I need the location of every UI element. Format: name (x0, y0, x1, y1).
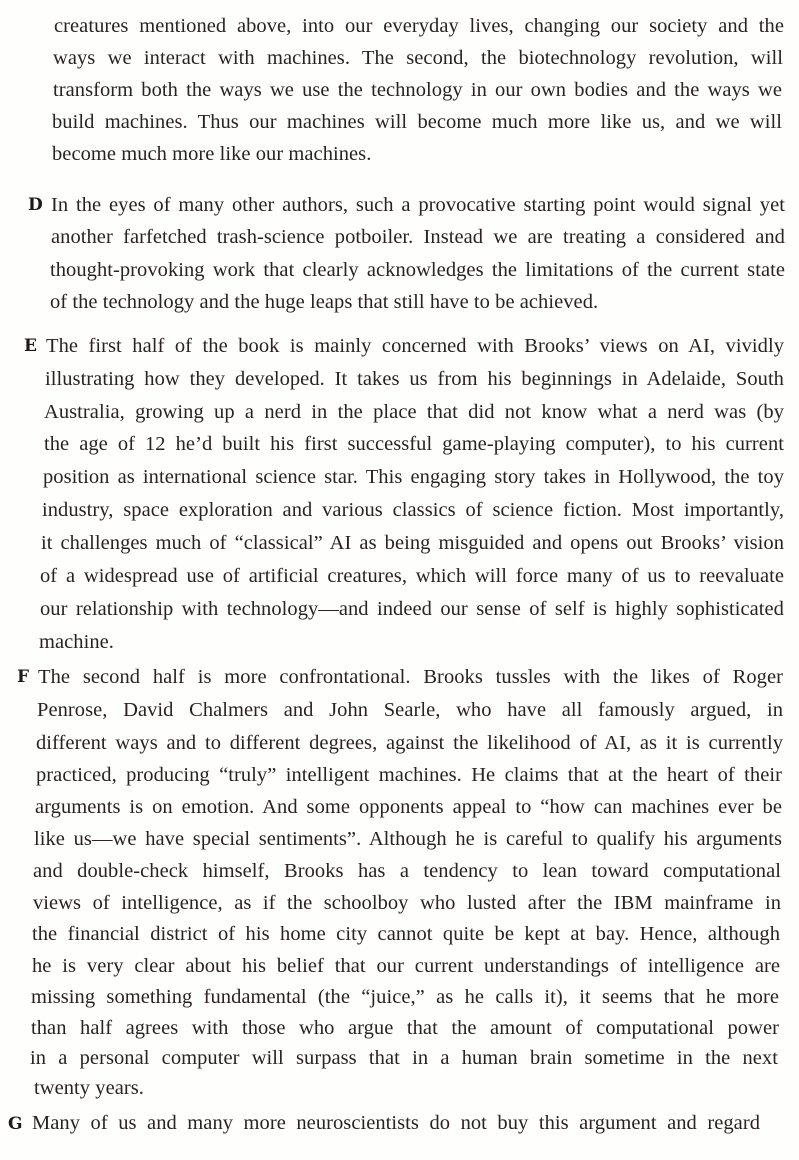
paragraph-letter: G (8, 1114, 23, 1134)
text-line: transform both the ways we use the technology in our own bodies and the ways we (53, 79, 782, 101)
text-line: creatures mentioned above, into our everyday lives, changing our society and the (54, 15, 784, 37)
text-line: machine. (39, 631, 114, 653)
text-line: industry, space exploration and various classics of science fiction. Most importantly, (42, 499, 784, 521)
text-line: practiced, producing “truly” intelligent machines. He claims that at the heart of their (36, 764, 782, 786)
text-line: missing something fundamental (the “juice,” as he calls it), it seems that he more (31, 986, 779, 1008)
paragraph-letter: E (24, 336, 37, 356)
paragraph-letter: F (17, 667, 30, 687)
text-line: build machines. Thus our machines will become much more like us, and we will (52, 111, 782, 133)
text-line: thought-provoking work that clearly acknowledges the limitations of the current state (50, 259, 785, 281)
text-line: and double-check himself, Brooks has a tendency to lean toward computational (33, 860, 781, 882)
text-line: in a personal computer will surpass that in a human brain sometime in the next (30, 1047, 778, 1069)
text-line: arguments is on emotion. And some opponents appeal to “how can machines ever be (35, 796, 782, 818)
text-line: the age of 12 he’d built his first successful game-playing computer), to his current (44, 433, 784, 455)
text-line: views of intelligence, as if the schoolboy who lusted after the IBM mainframe in (33, 892, 781, 914)
text-line: Many of us and many more neuroscientists do not buy this argument and regard (32, 1112, 760, 1134)
text-line: it challenges much of “classical” AI as being misguided and opens out Brooks’ vision (41, 532, 784, 554)
text-line: The second half is more confrontational. Brooks tussles with the likes of Roger (38, 666, 783, 688)
text-line: position as international science star. This engaging story takes in Hollywood, the toy (43, 466, 784, 488)
text-line: the financial district of his home city cannot quite be kept at bay. Hence, although (32, 923, 780, 945)
text-line: The first half of the book is mainly concerned with Brooks’ views on AI, vividly (46, 335, 784, 357)
text-line: In the eyes of many other authors, such a provocative starting point would signal yet (51, 194, 785, 216)
text-line: like us—we have special sentiments”. Although he is careful to qualify his arguments (34, 828, 782, 850)
text-line: illustrating how they developed. It takes us from his beginnings in Adelaide, South (45, 368, 784, 390)
text-line: ways we interact with machines. The second, the biotechnology revolution, will (53, 47, 783, 69)
text-line: of a widespread use of artificial creatures, which will force many of us to reevaluate (40, 565, 784, 587)
text-line: different ways and to different degrees, against the likelihood of AI, as it is currently (36, 732, 783, 754)
text-line: than half agrees with those who argue that the amount of computational power (31, 1017, 779, 1039)
text-line: our relationship with technology—and indeed our sense of self is highly sophisticated (40, 598, 784, 620)
text-line: he is very clear about his belief that our current understandings of intelligence are (32, 955, 780, 977)
text-line: twenty years. (34, 1077, 144, 1099)
text-line: become much more like our machines. (52, 143, 372, 165)
text-line: Penrose, David Chalmers and John Searle, who have all famously argued, in (37, 699, 783, 721)
text-line: another farfetched trash-science potboiler. Instead we are treating a considered and (51, 226, 785, 248)
text-line: of the technology and the huge leaps that still have to be achieved. (50, 291, 599, 313)
text-line: Australia, growing up a nerd in the place that did not know what a nerd was (by (44, 401, 784, 423)
paragraph-letter: D (28, 195, 43, 215)
